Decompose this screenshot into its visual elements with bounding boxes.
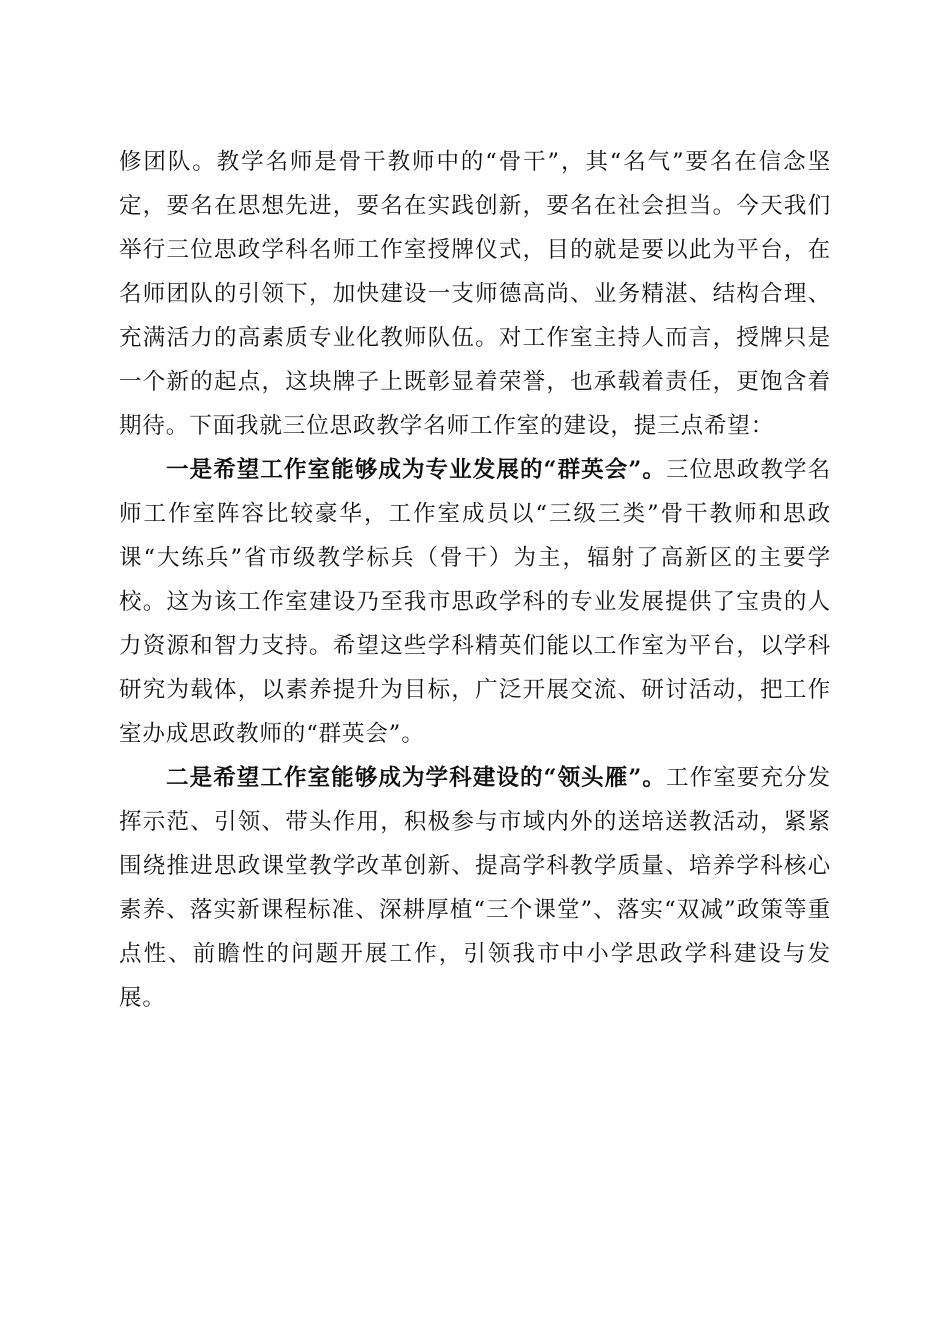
paragraph-point-two-text: 工作室要充分发挥示范、引领、带头作用，积极参与市域内外的送培送教活动，紧紧围绕推进思政课堂教学改革创新、提高学科教学质量、培养学科核心素养、落实新课程标准、深耕厚植“三个课堂”、落实“双减”政策等重点性、前瞻性的问题开展工作，引领我市中小学思政学科建设与发展。	[119, 765, 831, 1011]
paragraph-point-two-heading: 二是希望工作室能够成为学科建设的“领头雁”。	[166, 765, 667, 791]
document-body	[119, 140, 831, 1020]
paragraph-point-one	[119, 448, 831, 756]
paragraph-continuation	[119, 140, 831, 448]
paragraph-point-one-heading: 一是希望工作室能够成为专业发展的“群英会”。	[166, 457, 667, 483]
paragraph-point-two	[119, 756, 831, 1020]
paragraph-point-one-text: 三位思政教学名师工作室阵容比较豪华，工作室成员以“三级三类”骨干教师和思政课“大练兵”省市级教学标兵（骨干）为主，辐射了高新区的主要学校。这为该工作室建设乃至我市思政学科的专业发展提供了宝贵的人力资源和智力支持。希望这些学科精英们能以工作室为平台，以学科研究为载体，以素养提升为目标，广泛开展交流、研讨活动，把工作室办成思政教师的“群英会”。	[119, 457, 831, 747]
paragraph-continuation-text: 修团队。教学名师是骨干教师中的“骨干”，其“名气”要名在信念坚定，要名在思想先进，要名在实践创新，要名在社会担当。今天我们举行三位思政学科名师工作室授牌仪式，目的就是要以此为平台，在名师团队的引领下，加快建设一支师德高尚、业务精湛、结构合理、充满活力的高素质专业化教师队伍。对工作室主持人而言，授牌只是一个新的起点，这块牌子上既彰显着荣誉，也承载着责任，更饱含着期待。下面我就三位思政教学名师工作室的建设，提三点希望：	[119, 149, 831, 439]
